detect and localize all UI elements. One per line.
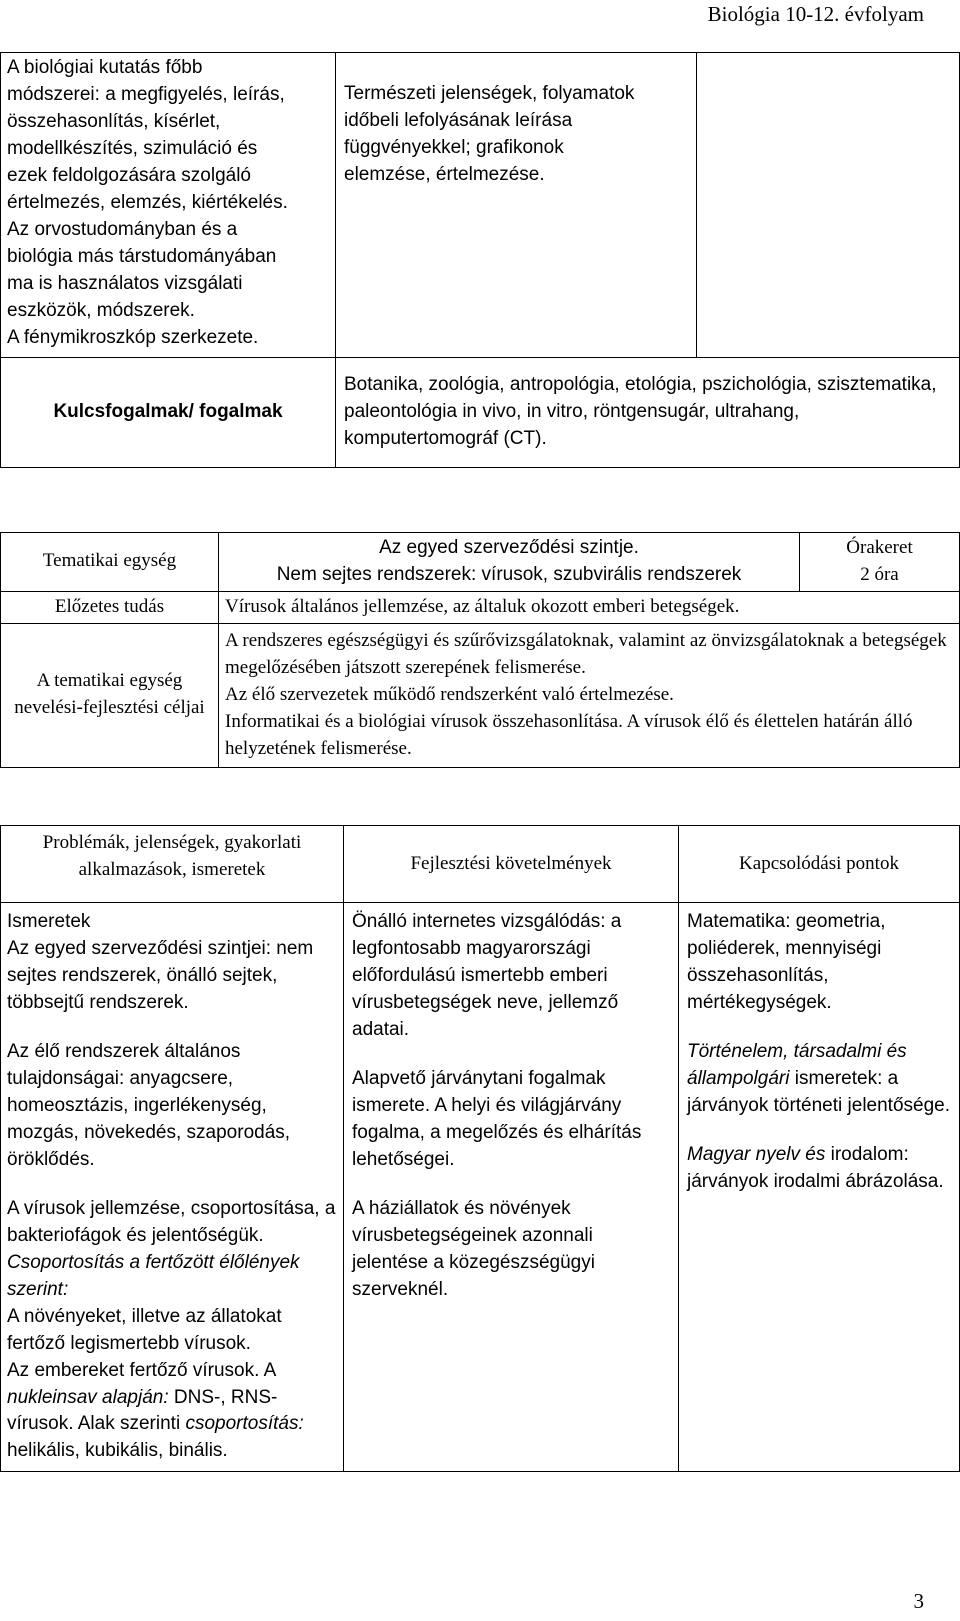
content-table xyxy=(0,825,960,1472)
methods-table xyxy=(0,52,960,468)
prior-knowledge-text: Vírusok általános jellemzése, az általuk okozott emberi betegségek. xyxy=(219,591,960,623)
functions-cell xyxy=(336,53,697,358)
functions-line: elemzése, értelmezése. xyxy=(344,163,545,185)
connection-math: Matematika: geometria, poliéderek, mennyiségi összehasonlítás, mértékegységek. xyxy=(687,911,886,1013)
goals-text-2: Az élő szervezetek működő rendszerként való értelmezése. xyxy=(225,683,674,705)
methods-line: biológia más társtudományában xyxy=(7,245,277,267)
knowledge-levels: Az egyed szerveződési szintjei: nem sejtes rendszerek, önálló sejtek, többsejtű rendszerek. xyxy=(7,937,314,1013)
page-number: 3 xyxy=(913,1589,924,1614)
thematic-unit-title-2: Nem sejtes rendszerek: vírusok, szubvirális rendszerek xyxy=(276,563,742,585)
living-systems-text: Az élő rendszerek általános tulajdonságai: anyagcsere, homeosztázis, ingerlékenység, mozgás, növekedés, szaporodás, öröklődés. xyxy=(7,1040,291,1170)
methods-line: Az orvostudományban és a xyxy=(7,218,238,240)
connection-history: Történelem, társadalmi és állampolgári ismeretek: a járványok történeti jelentősége. xyxy=(687,1040,950,1116)
prior-knowledge-label: Előzetes tudás xyxy=(1,591,219,623)
functions-line: Természeti jelenségek, folyamatok xyxy=(344,83,635,104)
methods-cell xyxy=(1,53,336,358)
knowledge-heading: Ismeretek xyxy=(7,911,91,932)
col3-header: Kapcsolódási pontok xyxy=(679,826,960,903)
methods-line: A biológiai kutatás főbb xyxy=(7,57,203,78)
functions-line: időbeli lefolyásának leírása xyxy=(344,109,573,131)
goals-text-3: Informatikai és a biológiai vírusok összehasonlítása. A vírusok élő és élettelen határán álló helyzetének felismerése. xyxy=(225,710,913,759)
hours-value: 2 óra xyxy=(860,563,899,585)
methods-line: A fénymikroszkóp szerkezete. xyxy=(7,326,259,348)
goals-text xyxy=(219,623,960,767)
requirement-3: A háziállatok és növények vírusbetegségeinek azonnali jelentése a közegészségügyi szerveknél. xyxy=(352,1197,595,1300)
functions-line: függvényekkel; grafikonok xyxy=(344,136,564,158)
page-header-title: Biológia 10-12. évfolyam xyxy=(707,2,924,26)
methods-line: összehasonlítás, kísérlet, xyxy=(7,110,221,132)
virus-classification-text: A vírusok jellemzése, csoportosítása, a bakteriofágok és jelentőségük. Csoportosítás a fertőzött élőlények szerint: A növényeket, illetve az állatokat fertőző legismertebb vírusok. Az embereket fertőző vírusok. A nukleinsav alapján: DNS-, RNS-vírusok. Alak szerinti csoportosítás: helikális, kubikális, binális. xyxy=(7,1197,336,1462)
connection-literature: Magyar nyelv és irodalom: járványok irodalmi ábrázolása. xyxy=(687,1143,944,1192)
methods-line: értelmezés, elemzés, kiértékelés. xyxy=(7,191,288,213)
goals-text-1: A rendszeres egészségügyi és szűrővizsgálatoknak, valamint az önvizsgálatoknak a betegségek megelőzésében játszott szerepének felismerése. xyxy=(225,629,947,678)
col1-header: Problémák, jelenségek, gyakorlati alkalmazások, ismeretek xyxy=(1,826,344,903)
methods-line: módszerei: a megfigyelés, leírás, xyxy=(7,83,285,105)
goals-label: A tematikai egység nevelési-fejlesztési céljai xyxy=(1,623,219,767)
key-concepts-text: Botanika, zoológia, antropológia, etológia, pszichológia, szisztematika, paleontológia in vivo, in vitro, röntgensugár, ultrahang, komputertomográf (CT). xyxy=(336,358,960,468)
key-concepts-label: Kulcsfogalmak/ fogalmak xyxy=(1,358,336,468)
thematic-unit-title xyxy=(219,533,800,592)
methods-line: ma is használatos vizsgálati xyxy=(7,272,243,294)
methods-line: modellkészítés, szimuláció és xyxy=(7,137,258,159)
thematic-unit-label: Tematikai egység xyxy=(1,533,219,592)
thematic-unit-table xyxy=(0,532,960,768)
col1-content xyxy=(1,903,344,1472)
col2-header: Fejlesztési követelmények xyxy=(344,826,679,903)
methods-line: ezek feldolgozására szolgáló xyxy=(7,164,251,186)
requirement-1: Önálló internetes vizsgálódás: a legfontosabb magyarországi előfordulású ismertebb emberi vírusbetegségek neve, jellemző adatai. xyxy=(352,911,622,1040)
hours-cell xyxy=(800,533,960,592)
methods-line: eszközök, módszerek. xyxy=(7,299,195,321)
col3-content xyxy=(679,903,960,1472)
requirement-2: Alapvető járványtani fogalmak ismerete. A helyi és világjárvány fogalma, a megelőzés és elhárítás lehetőségei. xyxy=(352,1067,642,1170)
col2-content xyxy=(344,903,679,1472)
empty-cell xyxy=(697,53,960,358)
hours-label: Órakeret xyxy=(846,537,913,558)
thematic-unit-title-1: Az egyed szerveződési szintje. xyxy=(379,537,639,558)
